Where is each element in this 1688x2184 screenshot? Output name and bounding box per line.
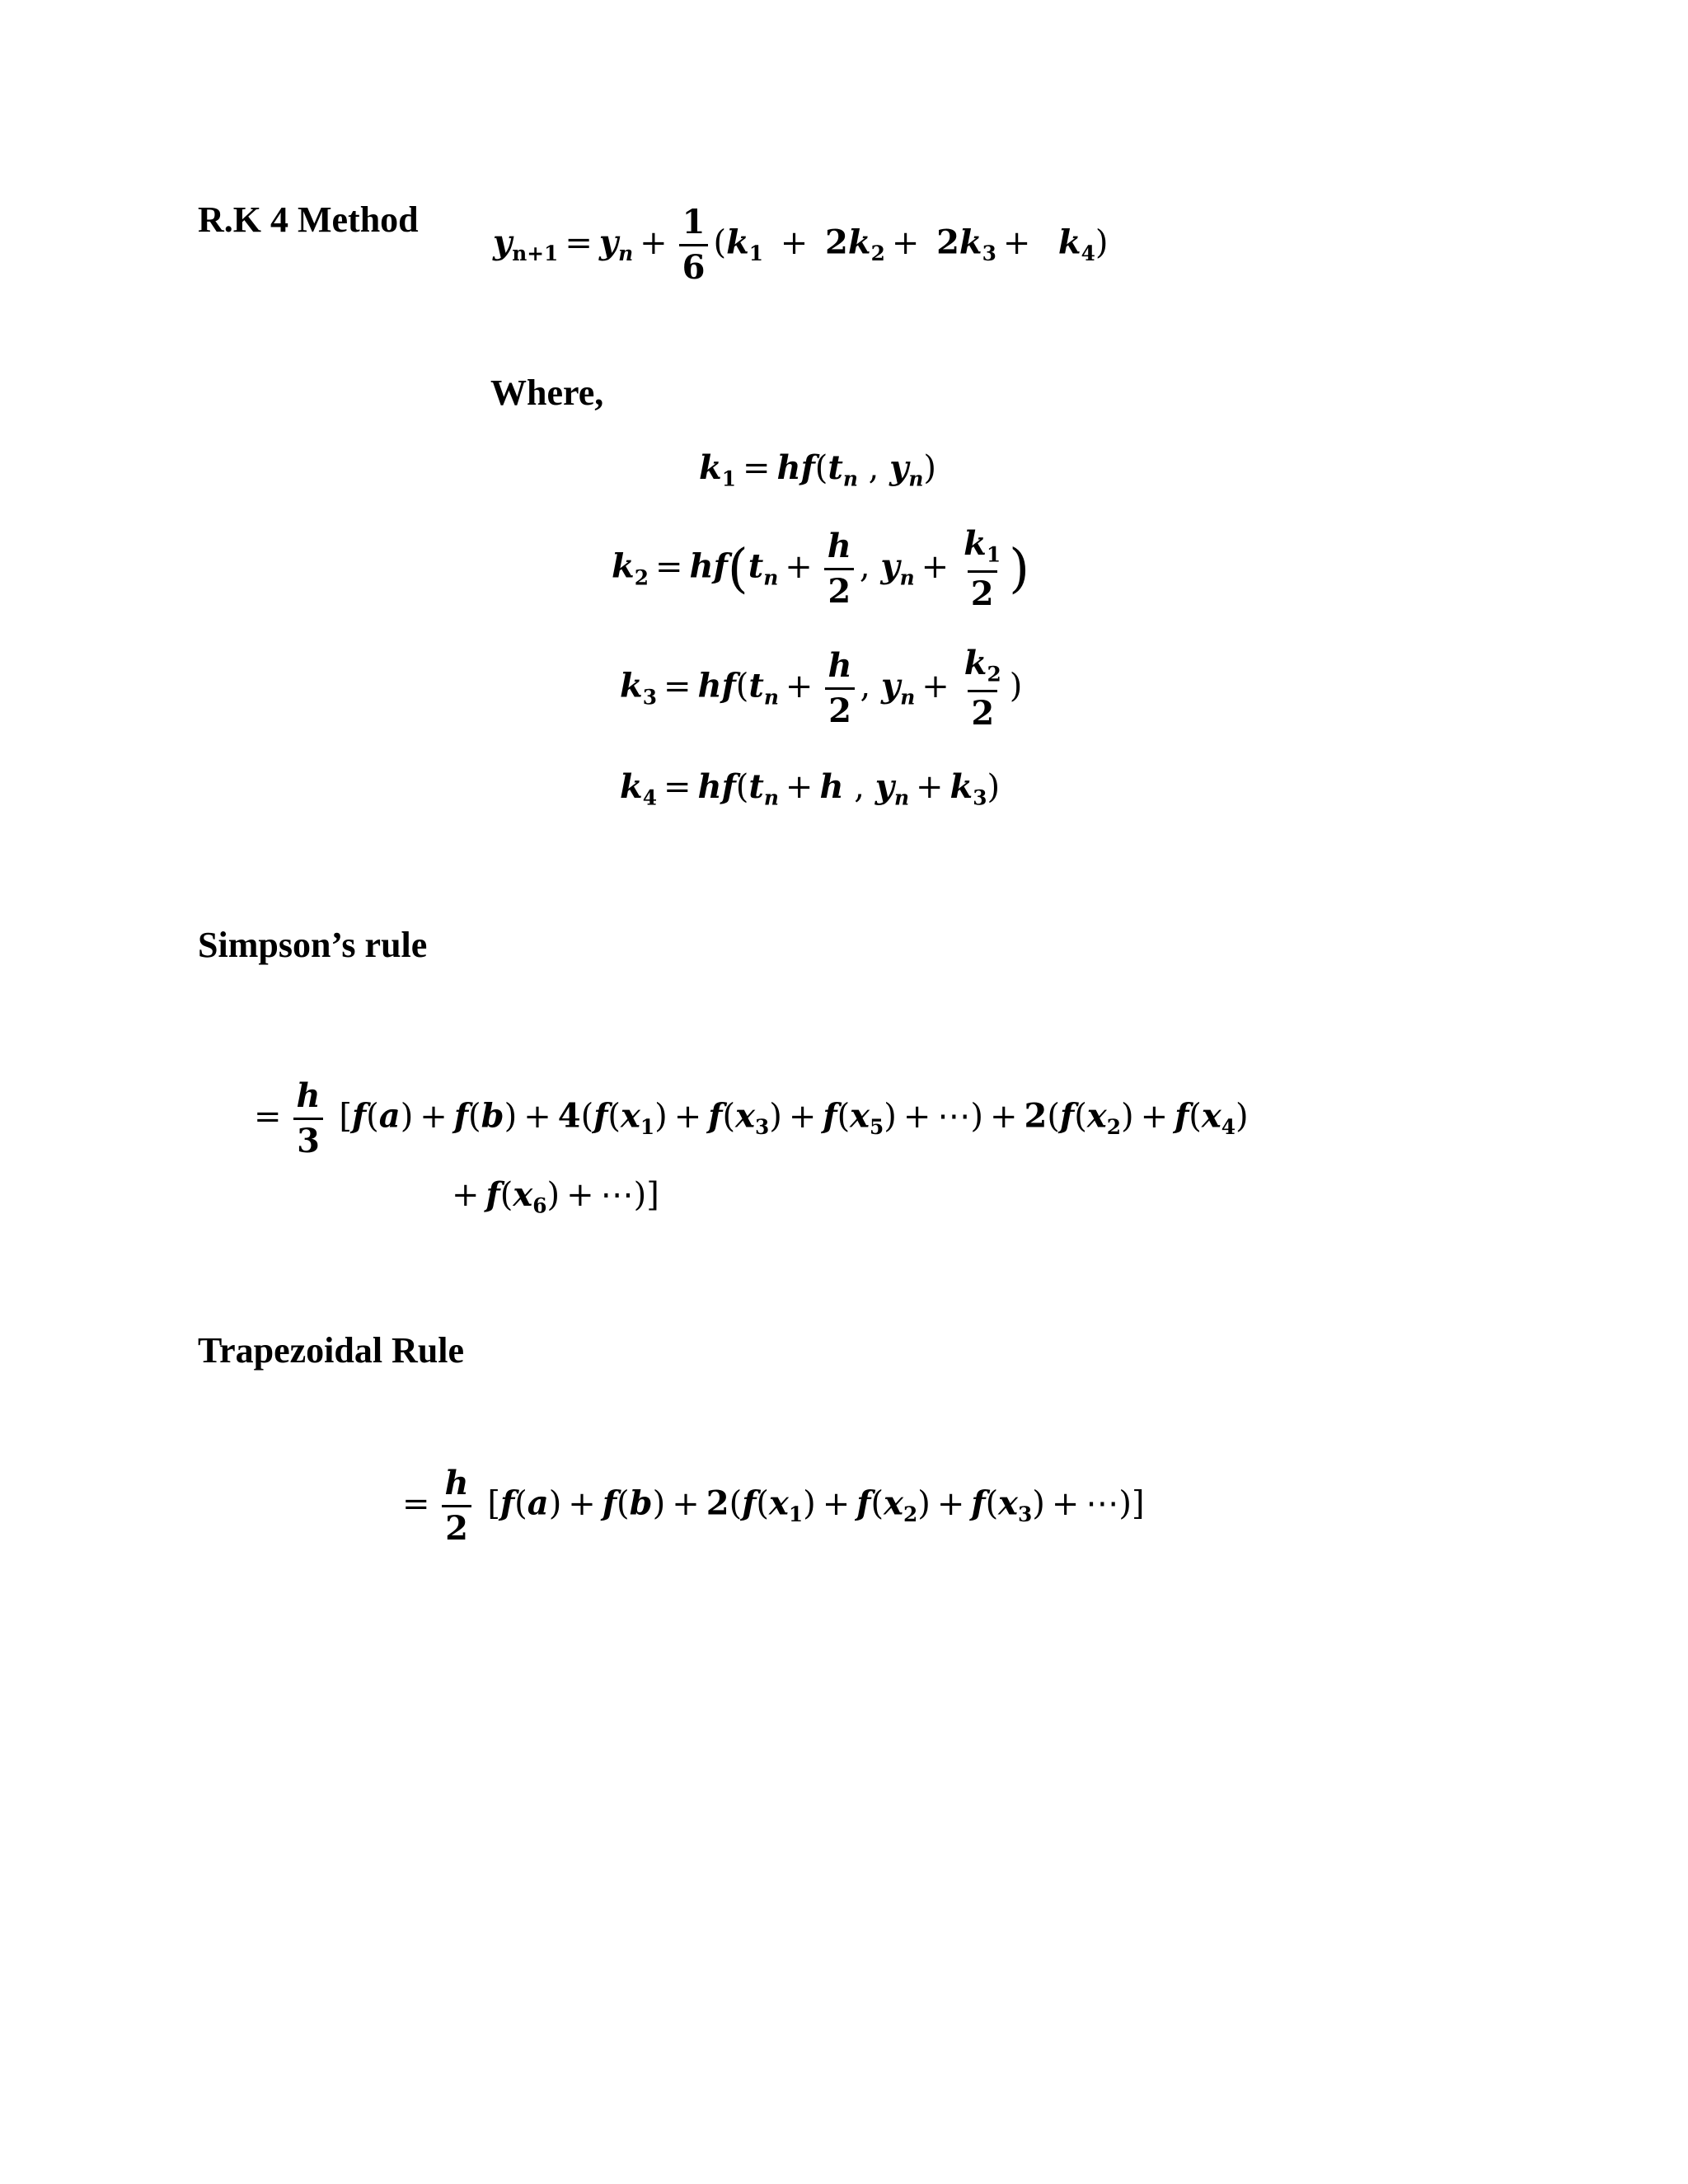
rk4-main-formula: $y_{n+1} = y_n$ + $\frac{1}{6}$ $(k_1 + 2k_2 + 2k_3 + k_4)$ [493, 203, 1109, 287]
rk4-heading: R.K 4 Method [198, 199, 419, 240]
simpson-heading: Simpson’s rule [198, 925, 428, 965]
k2-formula: $k_2 = hf(t_n$ + $\frac{h}{2}$ , $y_n$ + $\frac{k_1}{2}$ ) [612, 524, 1030, 614]
k3-formula: $k_3 = hf(t_n$ + $\frac{h}{2}$ , $y_n$ + $\frac{k_2}{2}$ ) [620, 644, 1023, 733]
simpson-formula-line1: = $\frac{h}{3}$ [$f(a) + f(b) + 4(f(x_1) + f(x_3) + f(x_5)$ + ⋯) + $2(f(x_2) + f(x_4)$ [254, 1076, 1249, 1160]
k4-formula: $k_4 = hf(t_n + h$ , $y_n + k_3$) [620, 767, 1001, 810]
where-label: Where, [490, 373, 604, 413]
trapezoid-formula: = $\frac{h}{2}$ [$f(a) + f(b) + 2(f(x_1) + f(x_2) + f(x_3)$ + ⋯)] [402, 1464, 1145, 1548]
trapezoid-heading: Trapezoidal Rule [198, 1330, 465, 1371]
k1-formula: $k_1 = hf(t_n$ , $y_n$) [699, 448, 936, 491]
simpson-formula-line2: + $f(x_6)$ + ⋯)] [452, 1175, 659, 1218]
